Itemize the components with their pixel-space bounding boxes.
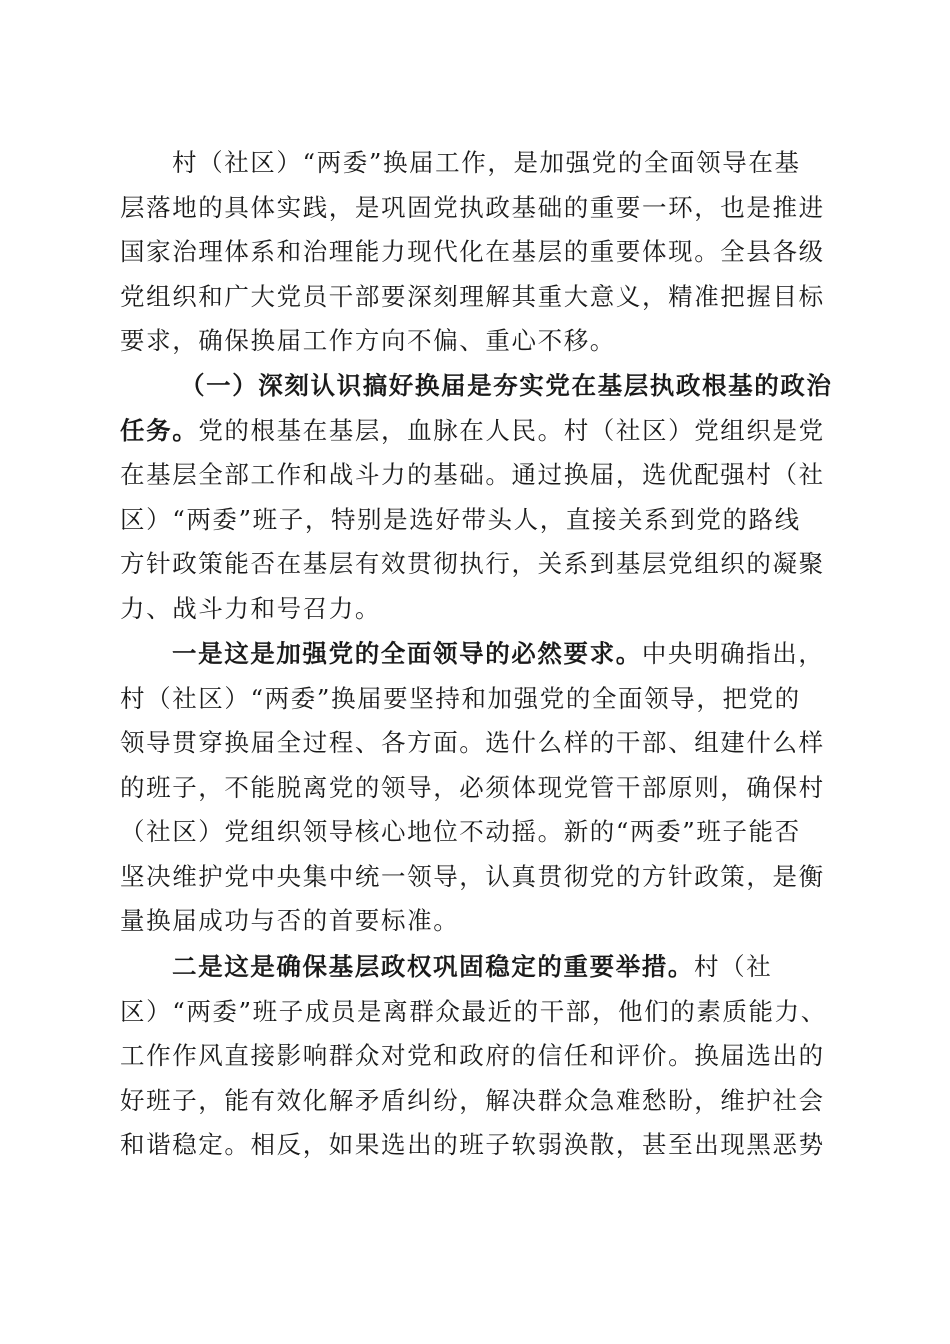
section-one-paragraph: [120, 364, 840, 631]
text-line: 方针政策能否在基层有效贯彻执行，关系到基层党组织的凝聚: [120, 549, 825, 578]
section-heading: （一）深刻认识搞好换届是夯实党在基层执政根基的政治: [180, 371, 833, 400]
text-line: 国家治理体系和治理能力现代化在基层的重要体现。全县各级: [120, 237, 825, 266]
point-one-lead-rest: 中央明确指出，: [641, 639, 825, 668]
intro-paragraph: [120, 141, 840, 364]
point-one-paragraph: [120, 632, 840, 944]
text-line: 在基层全部工作和战斗力的基础。通过换届，选优配强村（社: [120, 460, 825, 489]
point-two-paragraph: [120, 945, 840, 1168]
text-line: 的班子，不能脱离党的领导，必须体现党管干部原则，确保村: [120, 772, 825, 802]
text-line: [120, 632, 840, 677]
text-line: [120, 409, 840, 454]
text-line: 领导贯穿换届全过程、各方面。选什么样的干部、组建什么样: [120, 728, 825, 757]
text-line: （社区）党组织领导核心地位不动摇。新的“两委”班子能否: [120, 817, 801, 846]
text-line: 工作作风直接影响群众对党和政府的信任和评价。换届选出的: [120, 1041, 825, 1070]
text-line: 村（社区）“两委”换届要坚持和加强党的全面领导，把党的: [120, 683, 801, 713]
text-line: 区）“两委”班子，特别是选好带头人，直接关系到党的路线: [120, 504, 801, 534]
text-line: [120, 945, 840, 990]
section-text: 党的根基在基层，血脉在人民。村（社区）党组织是党: [198, 415, 825, 445]
point-one-lead: 一是这是加强党的全面领导的必然要求。: [172, 639, 642, 668]
section-heading-end: 任务。: [120, 415, 199, 445]
text-line: 力、战斗力和号召力。: [120, 593, 381, 623]
text-line: 和谐稳定。相反，如果选出的班子软弱涣散，甚至出现黑恶势: [120, 1130, 825, 1159]
text-line: 党组织和广大党员干部要深刻理解其重大意义，精准把握目标: [120, 281, 825, 311]
text-line: 坚决维护党中央集中统一领导，认真贯彻党的方针政策，是衡: [120, 861, 825, 891]
point-two-lead-rest: 村（社: [694, 952, 773, 981]
point-two-lead: 二是这是确保基层政权巩固稳定的重要举措。: [172, 952, 694, 981]
text-line: 层落地的具体实践，是巩固党执政基础的重要一环，也是推进: [120, 192, 825, 222]
text-line: 村（社区）“两委”换届工作，是加强党的全面领导在基: [172, 148, 801, 177]
text-line: 区）“两委”班子成员是离群众最近的干部，他们的素质能力、: [120, 996, 827, 1026]
text-line: 好班子，能有效化解矛盾纠纷，解决群众急难愁盼，维护社会: [120, 1085, 825, 1115]
text-line: 要求，确保换届工作方向不偏、重心不移。: [120, 326, 616, 355]
text-line: 量换届成功与否的首要标准。: [120, 906, 460, 935]
